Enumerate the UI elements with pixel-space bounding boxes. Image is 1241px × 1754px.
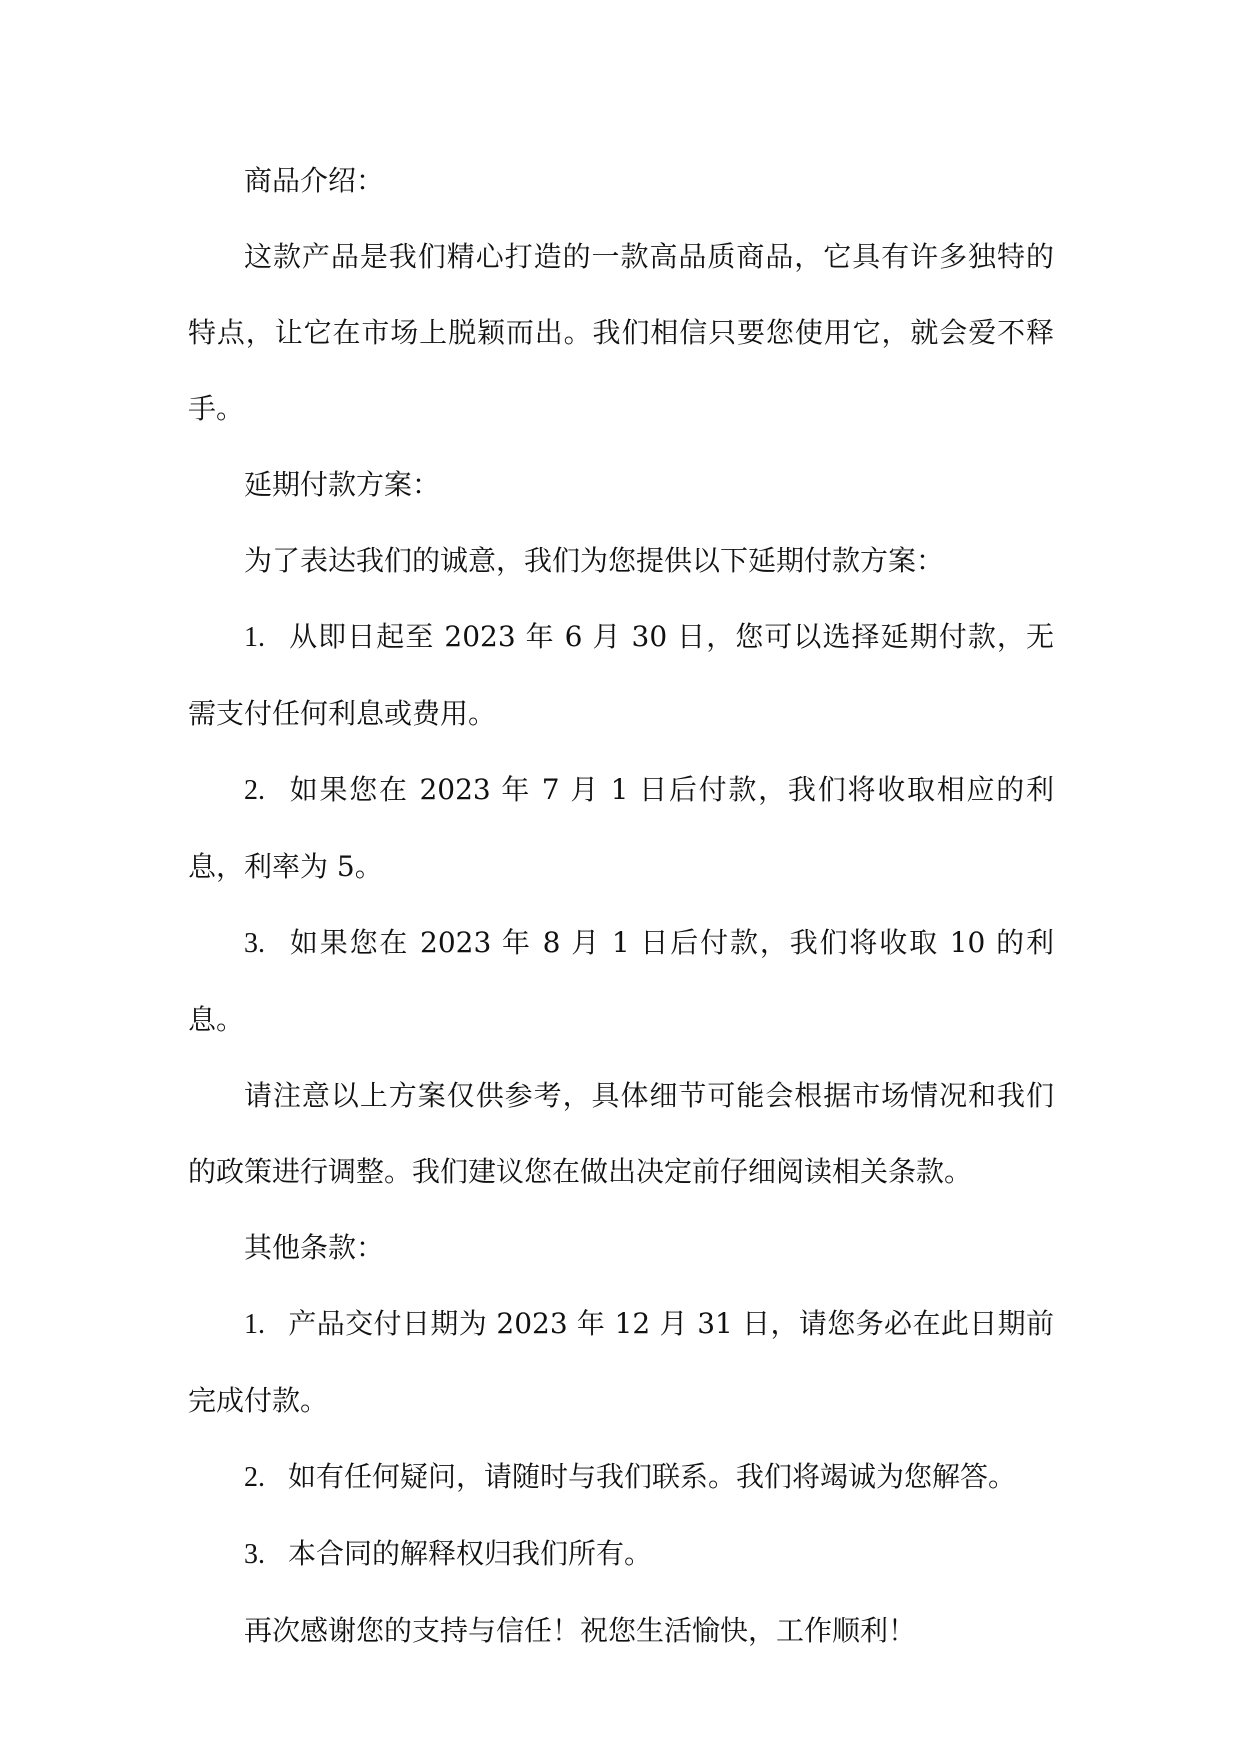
product-intro-paragraph: 这款产品是我们精心打造的一款高品质商品，它具有许多独特的特点，让它在市场上脱颖而出。我们相信只要您使用它，就会爱不释手。 [188,240,1054,425]
list-number: 3. [244,1539,265,1570]
payment-item-3 [188,905,1054,1058]
payment-note-paragraph: 请注意以上方案仅供参考，具体细节可能会根据市场情况和我们的政策进行调整。我们建议您在做出决定前仔细阅读相关条款。 [188,1079,1054,1188]
list-text: 产品交付日期为 2023 年 12 月 31 日，请您务必在此日期前完成付款。 [188,1307,1054,1417]
heading-product-intro: 商品介绍： [244,164,385,197]
heading-deferred-payment: 延期付款方案： [244,468,441,501]
list-text: 从即日起至 2023 年 6 月 30 日，您可以选择延期付款，无需支付任何利息或费用。 [188,620,1054,730]
list-text: 如果您在 2023 年 8 月 1 日后付款，我们将收取 10 的利息。 [188,926,1054,1036]
list-number: 3. [244,928,265,959]
document-body [188,143,1054,1669]
other-item-2 [188,1439,1054,1516]
list-number: 2. [244,775,265,806]
list-number: 1. [244,1309,265,1340]
list-text: 本合同的解释权归我们所有。 [288,1537,653,1570]
list-text: 如果您在 2023 年 7 月 1 日后付款，我们将收取相应的利息，利率为 5。 [188,773,1054,883]
payment-intro-paragraph: 为了表达我们的诚意，我们为您提供以下延期付款方案： [244,544,945,577]
heading-other-terms: 其他条款： [244,1231,385,1264]
other-item-3 [188,1516,1054,1593]
other-item-1 [188,1286,1054,1439]
list-text: 如有任何疑问，请随时与我们联系。我们将竭诚为您解答。 [288,1460,1017,1493]
closing-paragraph: 再次感谢您的支持与信任！祝您生活愉快，工作顺利！ [244,1614,917,1647]
list-number: 2. [244,1462,265,1493]
payment-item-1 [188,599,1054,752]
payment-item-2 [188,752,1054,905]
list-number: 1. [244,622,265,653]
